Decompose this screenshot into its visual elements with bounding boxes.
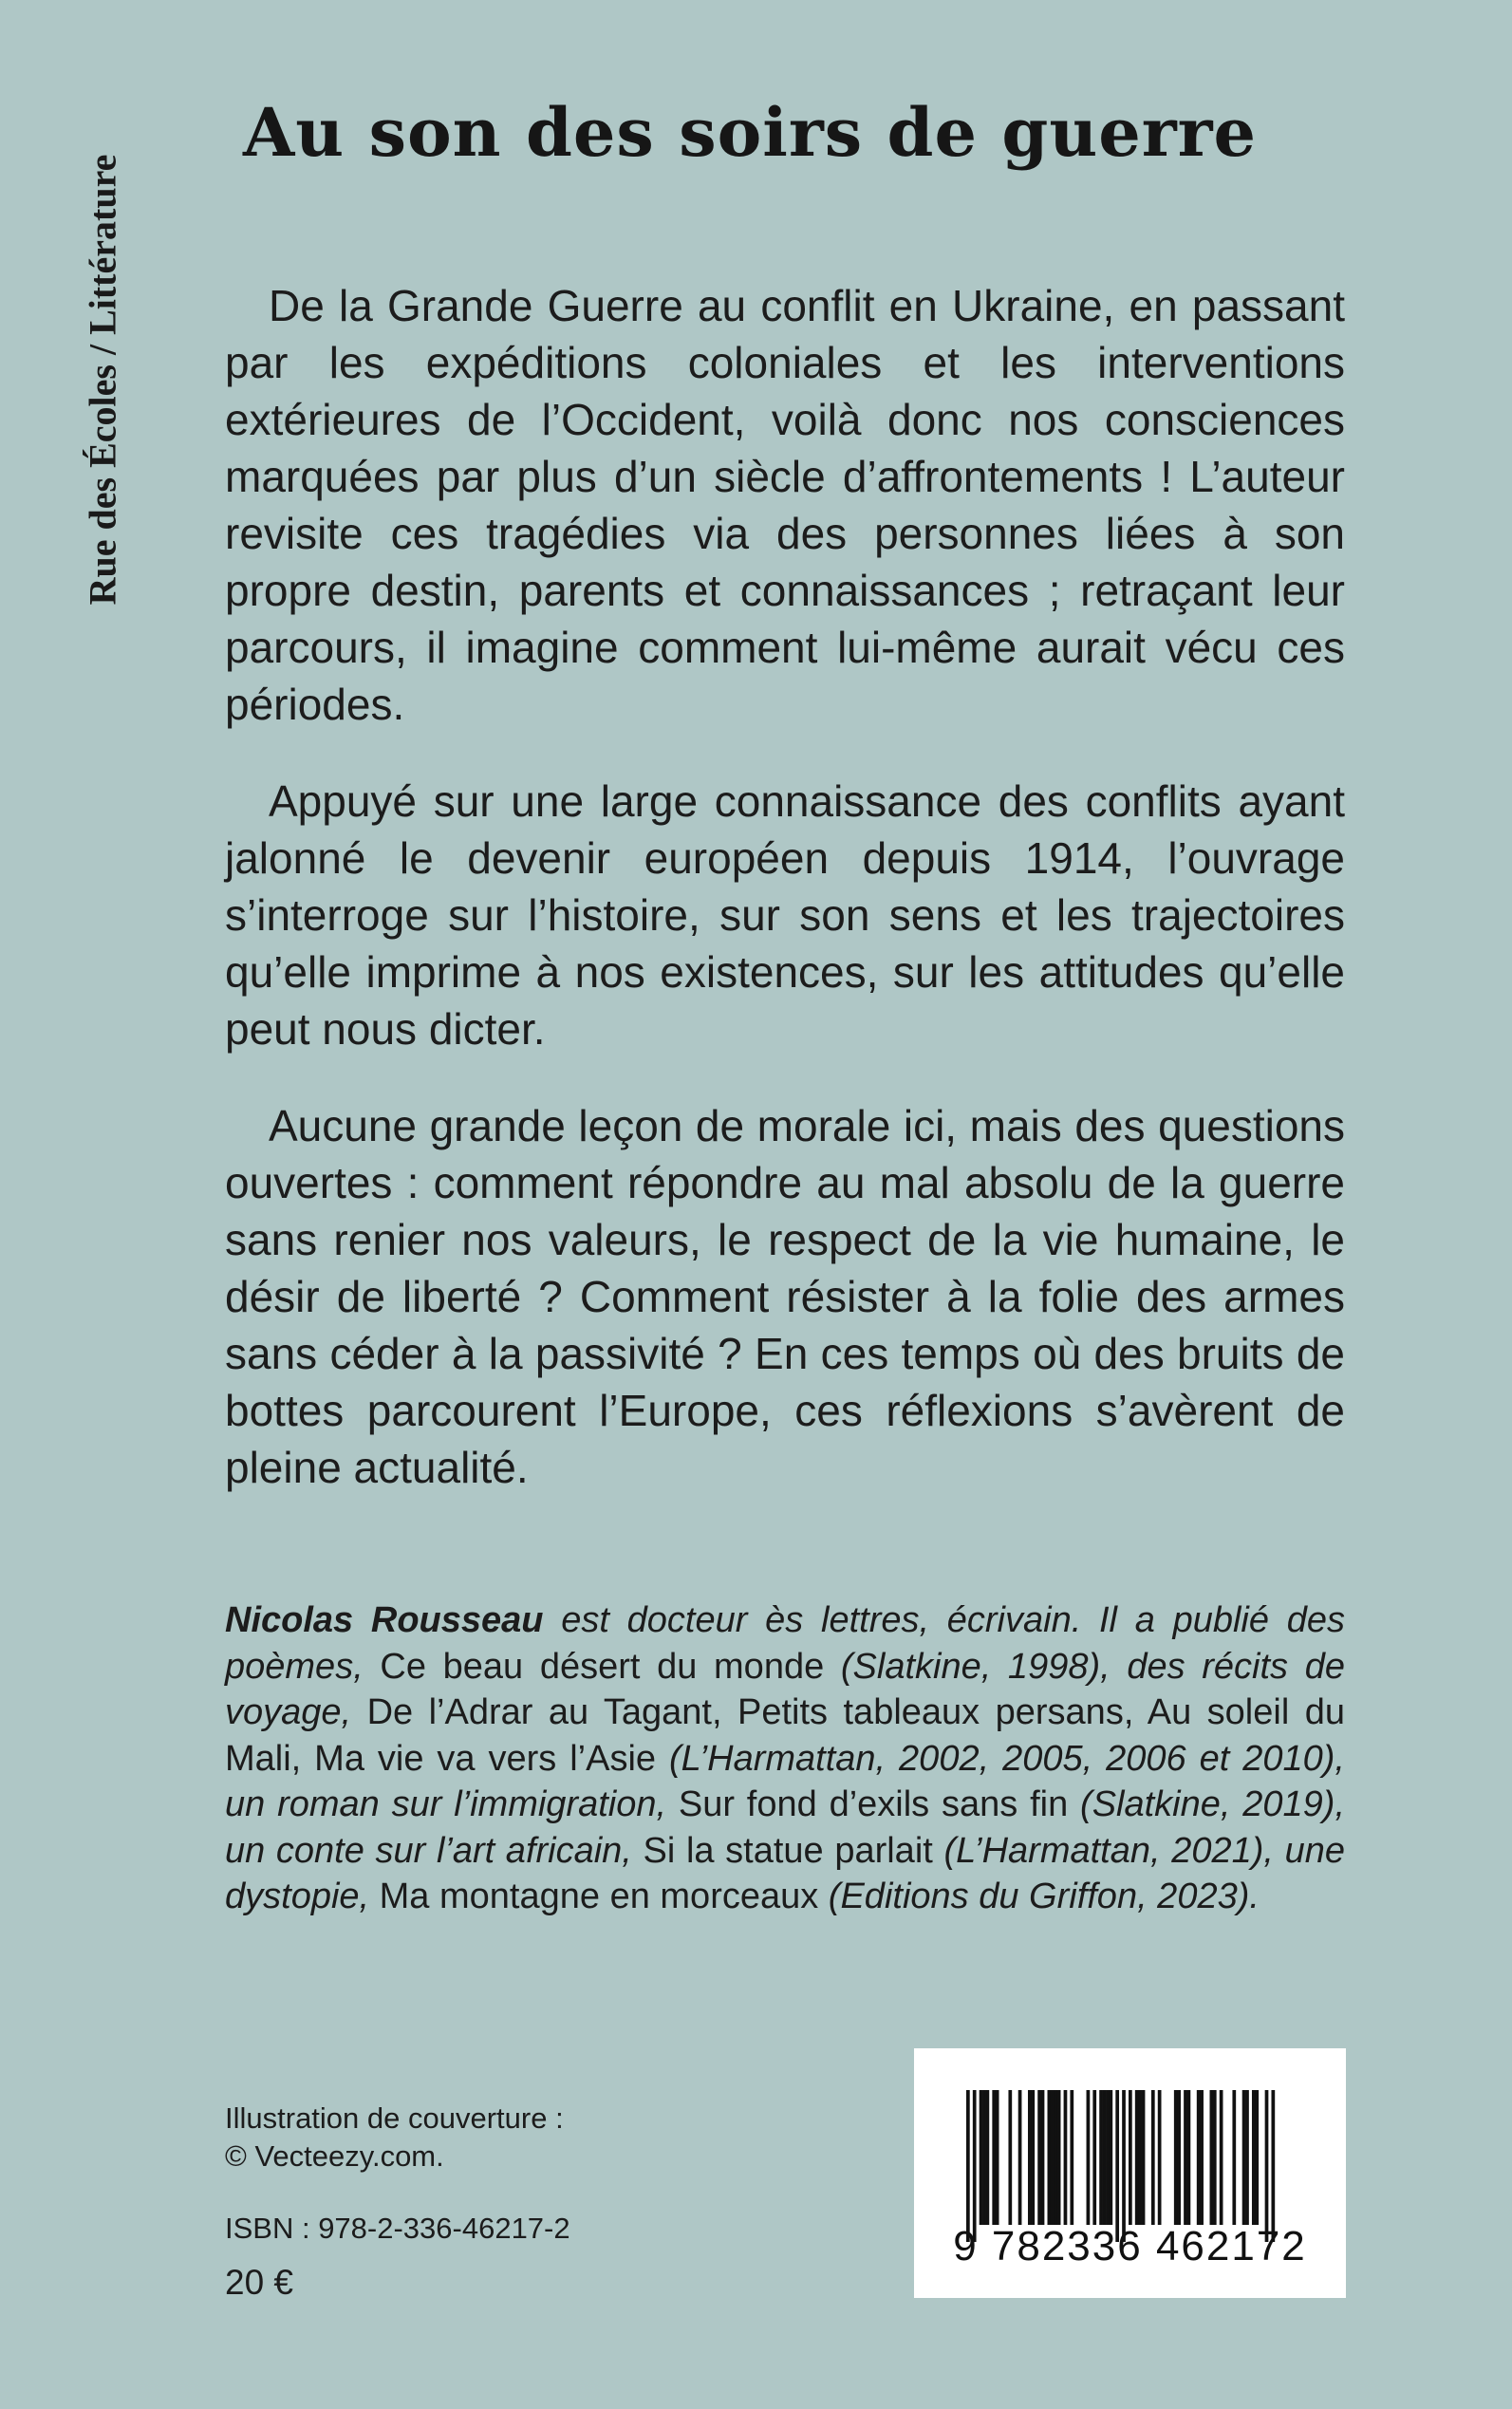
barcode-bar bbox=[1135, 2090, 1139, 2225]
barcode-bar bbox=[982, 2090, 986, 2225]
barcode-bar bbox=[1210, 2090, 1214, 2225]
bio-text: (L’Harmattan, 2002, 2005, 2006 et 2010), un roman sur l’immigration, bbox=[225, 1738, 1345, 1824]
barcode-bar bbox=[1048, 2090, 1052, 2225]
barcode-bar bbox=[1051, 2090, 1055, 2225]
barcode-bar bbox=[1197, 2090, 1201, 2225]
summary-paragraph: Aucune grande leçon de morale ici, mais des questions ouvertes : comment répondre au mal absolu de la guerre sans renier nos valeurs, le respect de la vie humaine, le désir de liberté ? Comment résister à la folie des armes sans céder à la passivité ? En ces temps où des bruits de bottes parcourent l’Europe, ces réflexions s’avèrent de pleine actualité. bbox=[225, 1101, 1345, 1492]
barcode-bar bbox=[1213, 2090, 1217, 2225]
barcode-bar bbox=[1177, 2090, 1181, 2225]
bio-text: est docteur ès lettres, écrivain. Il a publié des poèmes, bbox=[225, 1600, 1345, 1687]
barcode-bar bbox=[966, 2090, 970, 2242]
work-title: Ma montagne en morceaux bbox=[379, 1877, 819, 1916]
barcode-bar bbox=[1008, 2090, 1012, 2225]
bio-text: (Slatkine, 1998), des récits de voyage, bbox=[225, 1646, 1345, 1732]
barcode-bar bbox=[1232, 2090, 1236, 2225]
barcode-bar bbox=[1018, 2090, 1022, 2225]
barcode-bar bbox=[1187, 2090, 1191, 2225]
barcode-bar bbox=[1200, 2090, 1204, 2225]
book-title: Au son des soirs de guerre bbox=[243, 93, 1258, 172]
work-title: De l’Adrar au Tagant, Petits tableaux persans, Au soleil du Mali, Ma vie va vers l’Asie bbox=[225, 1692, 1345, 1779]
barcode-bar bbox=[1265, 2090, 1269, 2242]
bio-text: (L’Harmattan, 2021), une dystopie, bbox=[225, 1830, 1345, 1916]
barcode-bar bbox=[1106, 2090, 1110, 2225]
barcode-bar bbox=[973, 2090, 977, 2242]
barcode-bar bbox=[1041, 2090, 1045, 2225]
barcode-bar bbox=[1099, 2090, 1103, 2225]
barcode-bar bbox=[1138, 2090, 1142, 2225]
barcode-bar bbox=[1220, 2090, 1223, 2225]
author-name: Nicolas Rousseau bbox=[225, 1600, 544, 1640]
barcode-digits: 9 782336 462172 bbox=[953, 2223, 1307, 2269]
barcode-bar bbox=[1184, 2090, 1187, 2225]
barcode-bar bbox=[1242, 2090, 1246, 2225]
credit-source: © Vecteezy.com. bbox=[225, 2139, 444, 2173]
barcode-bar bbox=[1129, 2090, 1132, 2225]
barcode-bar bbox=[1064, 2090, 1068, 2225]
author-bio bbox=[225, 1597, 1345, 1920]
barcode-bar bbox=[1092, 2090, 1096, 2225]
isbn: ISBN : 978-2-336-46217-2 bbox=[225, 2212, 570, 2245]
barcode-bar bbox=[1122, 2090, 1126, 2242]
barcode bbox=[914, 2048, 1346, 2298]
barcode-bar bbox=[996, 2090, 999, 2225]
barcode-bar bbox=[1037, 2090, 1041, 2225]
barcode-bar bbox=[1271, 2090, 1275, 2242]
barcode-bar bbox=[1158, 2090, 1162, 2225]
barcode-bar bbox=[1115, 2090, 1119, 2242]
price: 20 € bbox=[225, 2263, 294, 2302]
barcode-bar bbox=[1109, 2090, 1112, 2225]
barcode-bar bbox=[992, 2090, 996, 2225]
work-title: Si la statue parlait bbox=[643, 1830, 933, 1871]
barcode-bar bbox=[1028, 2090, 1032, 2225]
barcode-bar bbox=[1151, 2090, 1155, 2225]
barcode-bar bbox=[1142, 2090, 1146, 2225]
illustration-credit bbox=[225, 2100, 564, 2176]
spine-text: Rue des Écoles / Littérature bbox=[81, 154, 124, 606]
barcode-bar bbox=[1070, 2090, 1073, 2225]
barcode-bar bbox=[1255, 2090, 1259, 2225]
barcode-bar bbox=[986, 2090, 990, 2225]
barcode-bar bbox=[1174, 2090, 1178, 2225]
barcode-bar bbox=[1054, 2090, 1057, 2225]
bio-text: (Editions du Griffon, 2023). bbox=[818, 1877, 1260, 1916]
bio-text: (Slatkine, 2019), un conte sur l’art africain, bbox=[225, 1784, 1345, 1871]
barcode-bar bbox=[1103, 2090, 1107, 2225]
summary-text bbox=[225, 277, 1345, 1536]
summary-paragraph: De la Grande Guerre au conflit en Ukraine, en passant par les expéditions coloniales et les interventions extérieures de l’Occident, voilà donc nos consciences marquées par plus d’un siècle d’affrontements ! L’auteur revisite ces tragédies via des personnes liées à son propre destin, parents et connaissances ; retraçant leur parcours, il imagine comment lui-même aurait vécu ces périodes. bbox=[225, 281, 1345, 729]
barcode-bar bbox=[1057, 2090, 1061, 2225]
barcode-bar bbox=[980, 2090, 983, 2225]
barcode-bar bbox=[1087, 2090, 1091, 2225]
barcode-bar bbox=[1245, 2090, 1249, 2225]
barcode-bar bbox=[1031, 2090, 1035, 2225]
credit-label: Illustration de couverture : bbox=[225, 2101, 564, 2135]
barcode-bar bbox=[1252, 2090, 1256, 2225]
work-title: Ce beau désert du monde bbox=[380, 1646, 825, 1687]
work-title: Sur fond d’exils sans fin bbox=[678, 1784, 1069, 1824]
summary-paragraph: Appuyé sur une large connaissance des conflits ayant jalonné le devenir européen depuis 1914, l’ouvrage s’interroge sur l’histoire, sur son sens et les trajectoires qu’elle imprime à nos existences, sur les attitudes qu’elle peut nous dicter. bbox=[225, 776, 1345, 1054]
